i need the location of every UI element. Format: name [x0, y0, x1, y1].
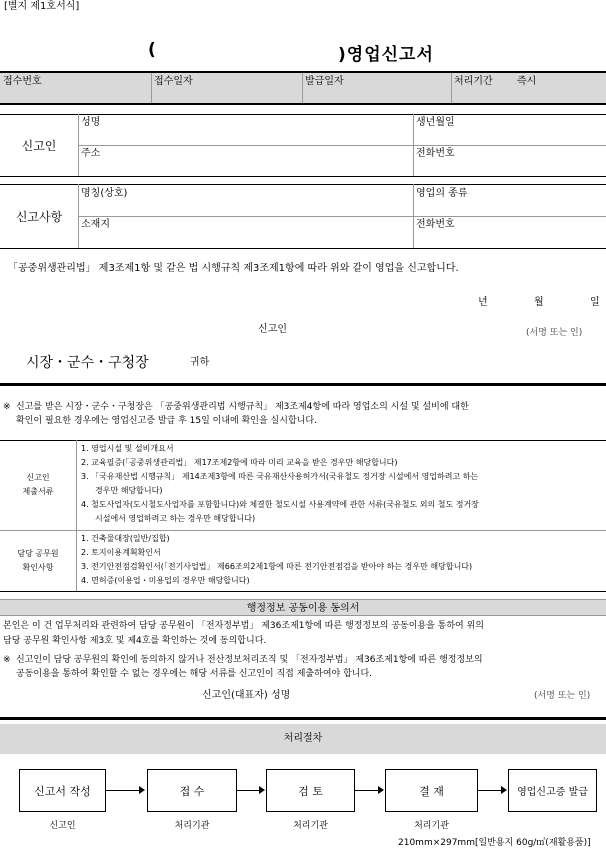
- signer-label: 신고인: [258, 324, 287, 335]
- notice-line-1: 신고를 받은 시장・군수・구청장은 「공중위생관리법 시행규칙」 제3조제4항에 따라 영업소의 시설 및 설비에 대한: [16, 402, 469, 412]
- applicant-phone-field[interactable]: 전화번호: [416, 148, 455, 159]
- notice-line-2: 확인이 필요한 경우에는 영업신고증 발급 후 15일 이내에 확인을 실시합니다.: [16, 416, 317, 426]
- date-day: 일: [590, 297, 600, 308]
- applicant-section-label: 신고인: [21, 139, 57, 153]
- document-item: 3. 「국유재산법 시행규칙」 제14조제3항에 따른 국유재산사용허가서(국유철도 정거장 시설에서 영업하려고 하는: [81, 472, 479, 481]
- document-item: 2. 교육필증(「공중위생관리법」 제17조제2항에 따라 미리 교육을 받은 경우만 해당합니다): [81, 458, 398, 467]
- paper-spec: 210mm×297mm[일반용지 60g/㎡(재활용품)]: [398, 838, 591, 848]
- step-issue-certificate: 영업신고증 발급: [508, 769, 597, 812]
- arrow-right-icon: [378, 786, 384, 794]
- step-actor: 처리기관: [174, 821, 210, 831]
- business-section-label: 신고사항: [15, 210, 63, 224]
- processing-period-value: 즉시: [517, 76, 537, 87]
- officer-check-label: 담당 공무원 확인사항: [17, 549, 59, 572]
- consent-line-2: 담당 공무원 확인사항 제3호 및 제4호를 확인하는 것에 동의합니다.: [3, 636, 267, 646]
- signer-sign-note: (서명 또는 인): [526, 328, 583, 338]
- step-actor: 처리기관: [414, 821, 449, 831]
- consent-note-line-1: 신고인이 담당 공무원의 확인에 동의하지 않거나 전산정보처리조직 및 「전자정부법」 제36조제1항에 따른 행정정보의: [16, 655, 483, 665]
- receipt-row: [0, 73, 606, 103]
- receipt-number-label: 접수번호: [3, 76, 42, 87]
- receipt-date-label: 접수일자: [154, 76, 193, 87]
- officer-check-item: 1. 건축물대장(일반/집합): [81, 534, 170, 543]
- addressee-suffix: 귀하: [190, 357, 210, 368]
- addressee-main: 시장・군수・구청장: [26, 355, 149, 371]
- officer-check-item: 3. 전기안전점검확인서(「전기사업법」 제66조의2제1항에 따른 전기안전점검을 받아야 하는 경우만 해당합니다): [81, 562, 473, 571]
- date-year: 년: [478, 297, 488, 308]
- date-month: 월: [534, 297, 544, 308]
- applicant-name-field[interactable]: 성명: [81, 117, 101, 128]
- document-item: 경우만 해당합니다): [95, 486, 163, 495]
- document-item: 시설에서 영업하려고 하는 경우만 해당합니다): [95, 514, 256, 523]
- arrow-right-icon: [259, 786, 265, 794]
- step-actor: 신고인: [49, 821, 76, 831]
- applicant-birth-field[interactable]: 생년월일: [416, 117, 455, 128]
- arrow-right-icon: [139, 786, 145, 794]
- step-actor: 처리기관: [293, 821, 328, 831]
- form-number-label: [별지 제1호서식]: [4, 1, 80, 12]
- step-write-form: 신고서 작성: [19, 769, 106, 812]
- consent-header: 행정정보 공동이용 동의서: [0, 599, 606, 616]
- consent-note-line-2: 공동이용을 통하여 확인할 수 없는 경우에는 해당 서류를 신고인이 직접 제출하여야 합니다.: [16, 669, 373, 679]
- consent-sign-note: (서명 또는 인): [534, 691, 591, 701]
- consent-signer-label: 신고인(대표자) 성명: [202, 690, 291, 701]
- step-review: 검 토: [266, 769, 355, 812]
- issue-date-label: 발급일자: [305, 76, 344, 87]
- consent-note-mark: ※: [3, 655, 11, 665]
- business-location-field[interactable]: 소재지: [81, 219, 110, 230]
- document-item: 1. 영업시설 및 설비개요서: [81, 444, 174, 453]
- officer-check-item: 4. 면허증(이용업・미용업의 경우만 해당합니다): [81, 576, 250, 585]
- step-receipt: 접 수: [147, 769, 237, 812]
- documents-label: 신고인 제출서류: [22, 473, 54, 496]
- arrow-right-icon: [501, 786, 507, 794]
- processing-period-label: 처리기간: [454, 76, 493, 87]
- business-phone-field[interactable]: 전화번호: [416, 219, 455, 230]
- applicant-address-field[interactable]: 주소: [81, 148, 101, 159]
- officer-check-item: 2. 토지이용계획확인서: [81, 548, 161, 557]
- procedure-header: 처리절차: [0, 724, 606, 754]
- title-open-paren: (: [148, 40, 156, 60]
- business-type-field[interactable]: 영업의 종류: [416, 188, 468, 199]
- declaration-text: 「공중위생관리법」 제3조제1항 및 같은 법 시행규칙 제3조제1항에 따라 위와 같이 영업을 신고합니다.: [8, 263, 459, 274]
- business-name-field[interactable]: 명칭(상호): [81, 188, 128, 199]
- step-approval: 결 재: [385, 769, 478, 812]
- notice-mark: ※: [3, 402, 11, 412]
- document-item: 4. 철도사업자(도시철도사업자를 포함합니다)와 체결한 철도시설 사용계약에 관한 서류(국유철도 외의 철도 정거장: [81, 500, 479, 509]
- page-title: )영업신고서: [338, 45, 434, 65]
- consent-line-1: 본인은 이 건 업무처리와 관련하여 담당 공무원이 「전자정부법」 제36조제1항에 따른 행정정보의 공동이용을 통하여 위의: [3, 621, 484, 631]
